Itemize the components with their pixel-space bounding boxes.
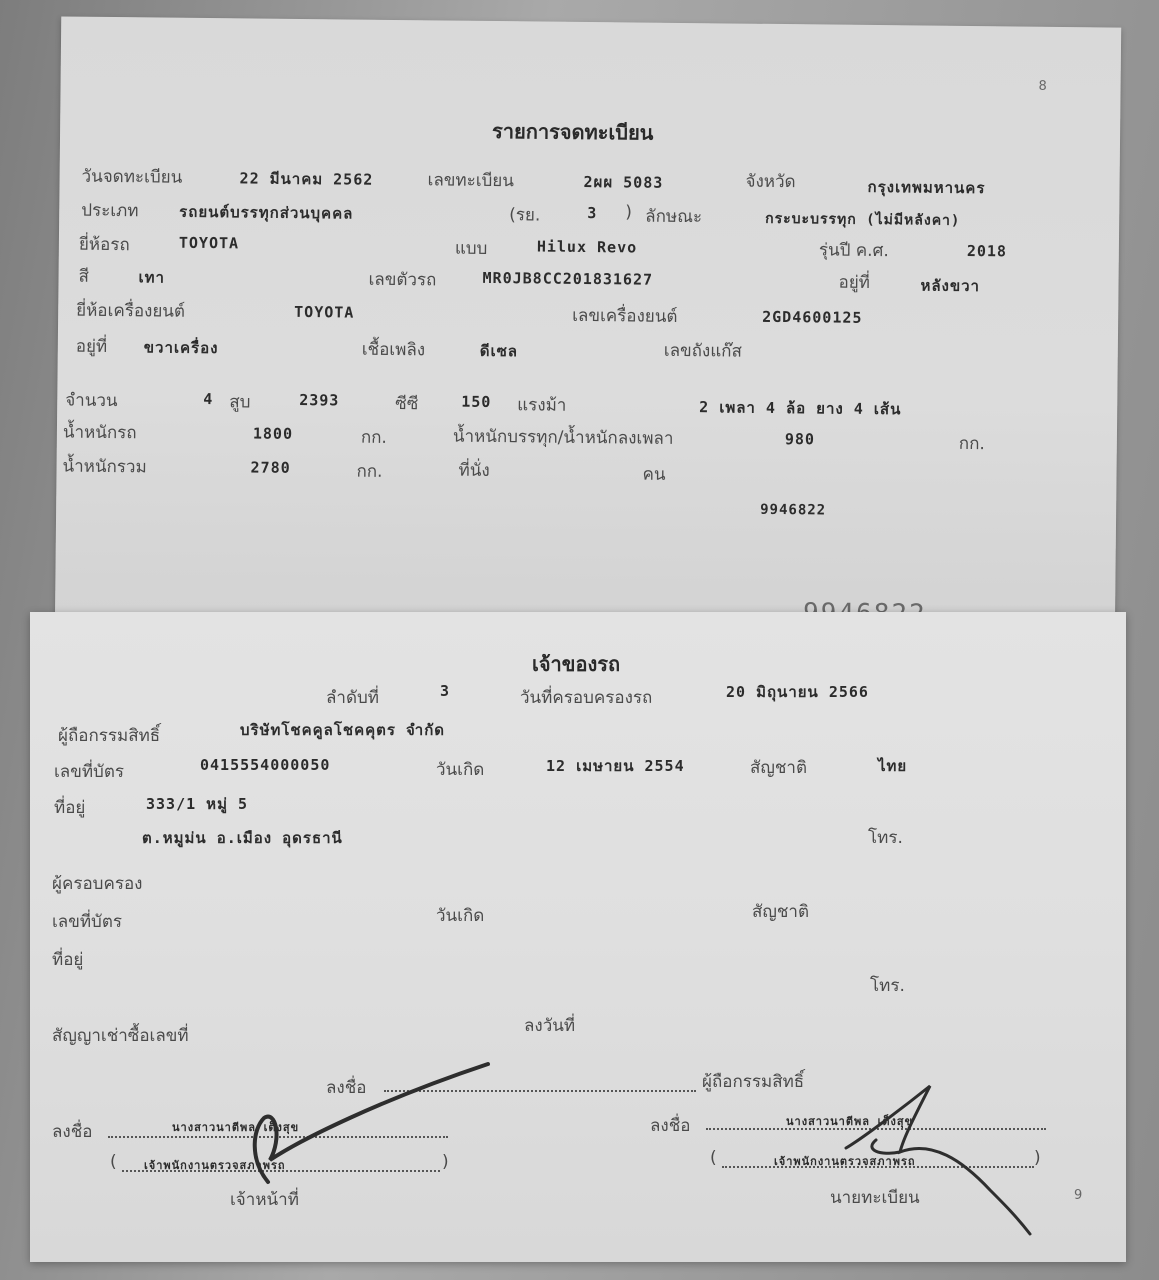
chassis-location-value: หลังขวา [920, 276, 981, 296]
holder-label: ผู้ถือกรรมสิทธิ์ [58, 726, 161, 746]
possessor-label: ผู้ครอบครอง [52, 874, 143, 894]
registration-sheet [55, 16, 1121, 647]
possess-date-value: 20 มิถุนายน 2566 [726, 683, 869, 701]
fuel-value: ดีเซล [479, 341, 519, 361]
total-weight-value: 2780 [250, 458, 291, 477]
province-label: จังหวัด [745, 171, 796, 193]
rs-close: ) [625, 202, 632, 223]
holder-birth-value: 12 เมษายน 2554 [546, 757, 685, 775]
engine-no-value: 2GD4600125 [762, 307, 863, 327]
plate-label: เลขทะเบียน [427, 170, 515, 192]
holder-sign-label: ลงชื่อ [326, 1078, 367, 1098]
axle-value: 2 เพลา 4 ล้อ ยาง 4 เส้น [699, 398, 902, 419]
year-label: รุ่นปี ค.ศ. [818, 240, 889, 262]
owner-sheet [30, 612, 1126, 1262]
reg-date-label: วันจดทะเบียน [81, 166, 183, 188]
chassis-value: MR0JB8CC201831627 [482, 268, 654, 289]
officer-title-open: ( [110, 1152, 117, 1172]
engine-location-label: อยู่ที่ [75, 336, 108, 357]
sign-date-label: ลงวันที่ [524, 1016, 576, 1036]
engine-location-value: ขวาเครื่อง [143, 338, 219, 358]
registrar-name: นางสาวนาตีพล เต็งสุข [786, 1115, 914, 1128]
weight-label: น้ำหนักรถ [62, 422, 137, 444]
style-value: กระบะบรรทุก (ไม่มีหลังคา) [765, 210, 961, 229]
color-value: เทา [138, 268, 166, 287]
engine-no-label: เลขเครื่องยนต์ [572, 305, 678, 327]
engine-brand-value: TOYOTA [294, 302, 355, 322]
officer-title-close: ) [442, 1152, 449, 1172]
rs-label: (รย. [509, 205, 541, 226]
possessor-birth-label: วันเกิด [436, 906, 485, 926]
weight-value: 1800 [252, 424, 294, 443]
possessor-nation-label: สัญชาติ [752, 902, 809, 922]
model-value: Hilux Revo [536, 237, 638, 257]
registrar-sign-label: ลงชื่อ [650, 1116, 691, 1136]
seats-label: ที่นั่ง [458, 460, 490, 481]
holder-id-value: 0415554000050 [200, 756, 331, 774]
year-value: 2018 [966, 241, 1008, 261]
engine-brand-label: ยี่ห้อเครื่องยนต์ [76, 300, 186, 322]
load-value: 980 [784, 430, 816, 449]
province-value: กรุงเทพมหานคร [867, 177, 986, 198]
count-label: จำนวน [65, 390, 118, 412]
officer-name: นางสาวนาตีพล เต็งสุข [172, 1121, 300, 1134]
style-label: ลักษณะ [645, 206, 703, 228]
holder-sign-line [384, 1090, 696, 1092]
holder-id-label: เลขที่บัตร [54, 762, 125, 782]
chassis-location-label: อยู่ที่ [838, 272, 871, 293]
cylinder-unit: สูบ [229, 392, 251, 413]
fuel-label: เชื้อเพลิง [361, 339, 426, 361]
registrar-role: นายทะเบียน [830, 1188, 920, 1208]
reg-date-value: 22 มีนาคม 2562 [239, 169, 374, 189]
type-label: ประเภท [81, 200, 139, 222]
owner-title: เจ้าของรถ [532, 652, 621, 676]
holder-birth-label: วันเกิด [436, 760, 485, 780]
holder-value: บริษัทโชคคูลโชคคุตร จำกัด [240, 721, 446, 739]
order-value: 3 [440, 682, 451, 700]
gas-tank-label: เลขถังแก๊ส [663, 340, 742, 362]
lease-contract-label: สัญญาเช่าซื้อเลขที่ [52, 1026, 189, 1046]
officer-sign-line [108, 1136, 448, 1138]
officer-sign-label: ลงชื่อ [52, 1122, 93, 1142]
holder-phone-label: โทร. [868, 828, 903, 848]
brand-label: ยี่ห้อรถ [78, 234, 130, 256]
possess-date-label: วันที่ครอบครองรถ [520, 688, 653, 708]
total-weight-label: น้ำหนักรวม [62, 456, 147, 478]
weight-unit: กก. [360, 427, 387, 448]
registrar-title-close: ) [1034, 1148, 1041, 1168]
load-label: น้ำหนักบรรทุก/น้ำหนักลงเพลา [452, 426, 674, 449]
load-unit: กก. [958, 433, 985, 455]
possessor-phone-label: โทร. [870, 976, 905, 996]
holder-sign-caption: ผู้ถือกรรมสิทธิ์ [702, 1072, 805, 1092]
hp-unit: แรงม้า [517, 395, 567, 416]
possessor-id-label: เลขที่บัตร [52, 912, 123, 932]
cc-unit: ซีซี [395, 393, 419, 415]
officer-title: เจ้าพนักงานตรวจสภาพรถ [144, 1159, 286, 1172]
brand-value: TOYOTA [178, 233, 240, 253]
holder-address-label: ที่อยู่ [54, 798, 86, 818]
holder-nation-label: สัญชาติ [750, 758, 807, 778]
seats-unit: คน [642, 464, 666, 485]
type-value: รถยนต์บรรทุกส่วนบุคคล [179, 202, 354, 223]
registration-title: รายการจดทะเบียน [491, 118, 654, 145]
total-weight-unit: กก. [356, 461, 383, 482]
officer-role: เจ้าหน้าที่ [230, 1190, 299, 1210]
cc-value: 2393 [299, 390, 340, 410]
model-label: แบบ [454, 238, 488, 259]
page-number-bottom: 9 [1074, 1188, 1083, 1203]
rs-value: 3 [587, 203, 598, 223]
plate-value: 2ผผ 5083 [583, 172, 664, 192]
holder-address-line2: ต.หมูม่น อ.เมือง อุดรธานี [142, 829, 343, 847]
page-number: 8 [1038, 78, 1047, 94]
cylinders-value: 4 [203, 389, 214, 409]
chassis-label: เลขตัวรถ [368, 269, 437, 291]
color-label: สี [78, 266, 90, 287]
holder-address-line1: 333/1 หมู่ 5 [146, 795, 249, 813]
registrar-title-open: ( [710, 1148, 717, 1168]
possessor-address-label: ที่อยู่ [52, 950, 84, 970]
holder-nation-value: ไทย [878, 757, 908, 775]
registrar-title: เจ้าพนักงานตรวจสภาพรถ [774, 1155, 916, 1168]
serial-number: 9946822 [760, 501, 827, 519]
order-label: ลำดับที่ [326, 688, 380, 708]
hp-value: 150 [461, 392, 492, 411]
